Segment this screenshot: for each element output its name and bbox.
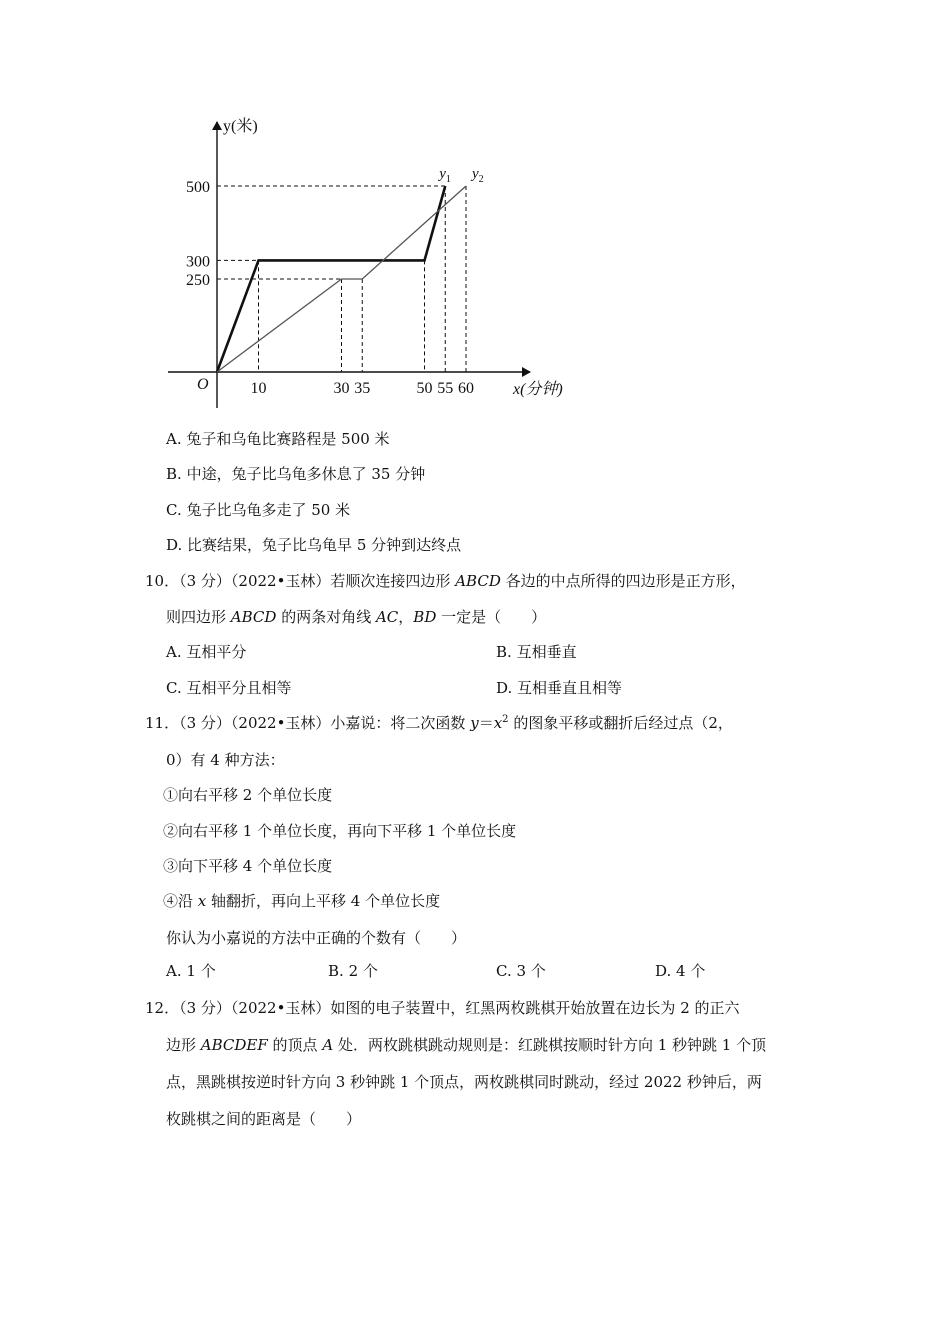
- series-label-y1: $y_1$: [439, 166, 451, 185]
- x-tick-label: 55: [437, 380, 454, 397]
- distance-time-chart: [0, 0, 950, 420]
- x-tick-label: 50: [416, 380, 433, 397]
- q11-option-c[interactable]: C. 3 个: [496, 962, 546, 980]
- q9-option-c[interactable]: C. 兔子比乌龟多走了 50 米: [166, 501, 351, 519]
- q11-method-1: ①向右平移 2 个单位长度: [163, 786, 333, 804]
- x-tick-label: 35: [354, 380, 371, 397]
- q10-option-c[interactable]: C. 互相平分且相等: [166, 679, 292, 697]
- q11-option-d[interactable]: D. 4 个: [655, 962, 706, 980]
- y-axis-label: y(米): [223, 118, 258, 135]
- q12-stem-line1: 12．（3 分）（2022•玉林）如图的电子装置中，红黑两枚跳棋开始放置在边长为 2 的正六: [145, 999, 740, 1017]
- q10-option-a[interactable]: A. 互相平分: [166, 643, 247, 661]
- q10-stem-line2: 则四边形 ABCD 的两条对角线 AC，BD 一定是（ ）: [166, 608, 547, 626]
- y-tick-label: 250: [186, 272, 210, 289]
- q9-option-b[interactable]: B. 中途，兔子比乌龟多休息了 35 分钟: [166, 465, 426, 483]
- x-axis-label: x(分钟): [513, 381, 563, 398]
- q10-stem-line1: 10．（3 分）（2022•玉林）若顺次连接四边形 ABCD 各边的中点所得的四边形是正方形，: [145, 572, 746, 590]
- q10-number: 10．: [145, 572, 180, 590]
- series-label-y2: $y_2$: [472, 166, 484, 185]
- q9-option-a[interactable]: A. 兔子和乌龟比赛路程是 500 米: [166, 430, 390, 448]
- q11-method-4: ④沿 x 轴翻折，再向上平移 4 个单位长度: [163, 892, 441, 910]
- q11-number: 11．: [145, 714, 180, 732]
- q11-ask: 你认为小嘉说的方法中正确的个数有（ ）: [166, 929, 467, 947]
- x-tick-label: 60: [458, 380, 474, 397]
- q11-option-a[interactable]: A. 1 个: [166, 962, 216, 980]
- q12-stem-line3: 点，黑跳棋按逆时针方向 3 秒钟跳 1 个顶点，两枚跳棋同时跳动，经过 2022 秒钟后，两: [166, 1073, 762, 1091]
- q9-option-d[interactable]: D. 比赛结果，兔子比乌龟早 5 分钟到达终点: [166, 536, 462, 554]
- q11-stem-line2: 0）有 4 种方法：: [166, 751, 285, 769]
- q10-option-b[interactable]: B. 互相垂直: [496, 643, 577, 661]
- x-tick-label: 30: [333, 380, 350, 397]
- q10-option-d[interactable]: D. 互相垂直且相等: [496, 679, 623, 697]
- q12-stem-line2: 边形 ABCDEF 的顶点 A 处．两枚跳棋跳动规则是：红跳棋按顺时针方向 1 秒钟跳 1 个顶: [166, 1036, 767, 1054]
- q12-number: 12．: [145, 999, 180, 1017]
- y-tick-label: 300: [186, 253, 210, 271]
- x-tick-label: 10: [250, 380, 267, 397]
- q11-stem-line1: 11．（3 分）（2022•玉林）小嘉说：将二次函数 $y=x^2$ 的图象平移或翻折后经过点（2，: [145, 714, 733, 732]
- q11-method-2: ②向右平移 1 个单位长度，再向下平移 1 个单位长度: [163, 822, 517, 840]
- q11-option-b[interactable]: B. 2 个: [328, 962, 378, 980]
- origin-label: O: [197, 376, 209, 393]
- y-tick-label: 500: [186, 179, 210, 196]
- q12-stem-line4: 枚跳棋之间的距离是（ ）: [166, 1110, 362, 1128]
- q11-method-3: ③向下平移 4 个单位长度: [163, 857, 333, 875]
